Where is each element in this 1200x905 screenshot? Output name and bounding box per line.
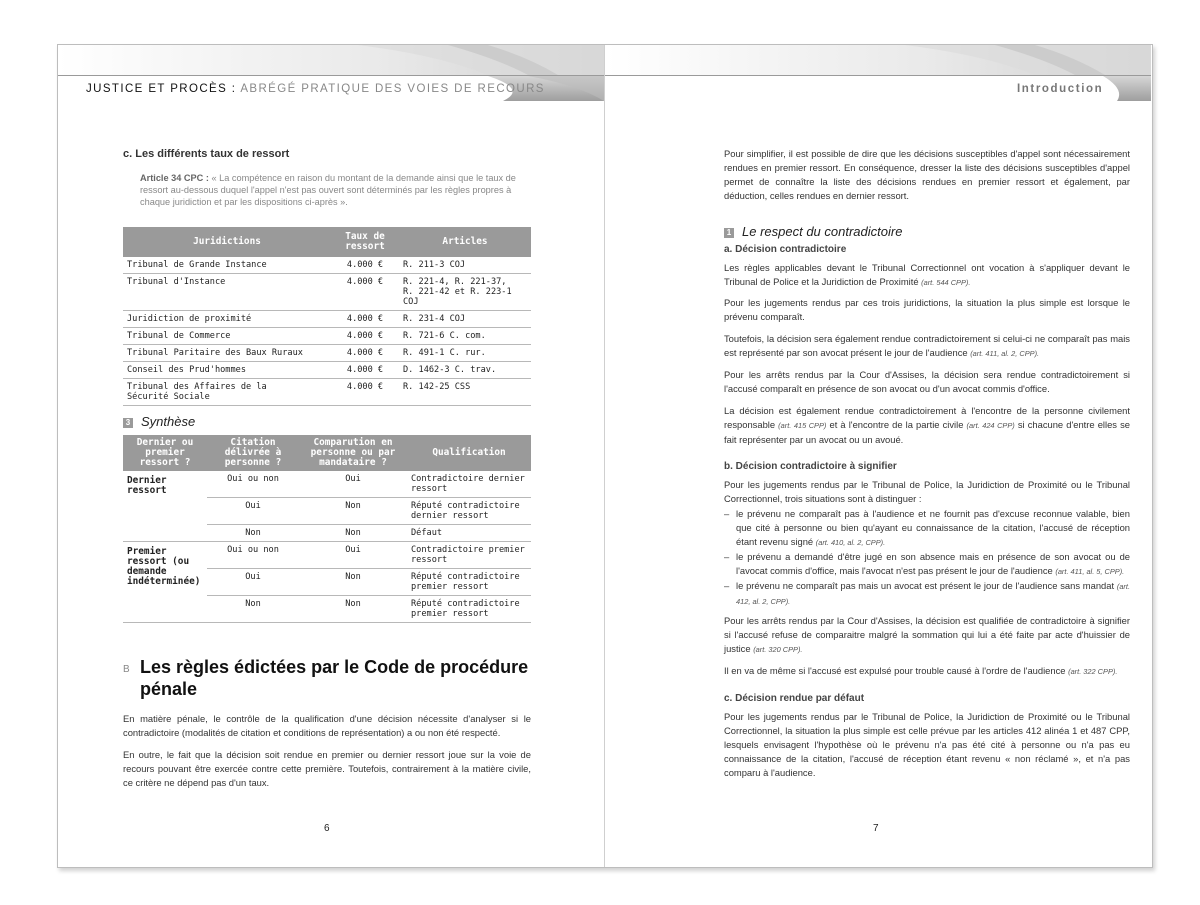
col-articles: Articles	[399, 227, 531, 257]
legal-citation: (art. 544 CPP).	[921, 278, 971, 287]
paragraph-text: Pour les arrêts rendus par la Cour d'Assises, la décision est qualifiée de contradictoire à signifier si l'accusé refuse de comparaitre malgré la sommation qui lui a été faite par acte d'huissier de justice	[724, 615, 1130, 654]
cell-articles: D. 1462-3 C. trav.	[399, 362, 531, 379]
cell-taux: 4.000 €	[331, 274, 399, 311]
table-row	[123, 471, 531, 498]
synthese-heading	[123, 414, 195, 429]
cell-qualification: Contradictoire premier ressort	[407, 542, 531, 569]
section-1-heading	[724, 224, 902, 239]
body-paragraph: Pour les jugements rendus par ces trois juridictions, la situation la plus simple est lorsque le prévenu comparaît.	[724, 297, 1130, 322]
legal-citation: (art. 322 CPP).	[1068, 667, 1118, 676]
list-dash: –	[724, 508, 730, 519]
book-spread	[57, 44, 1153, 868]
cell-taux: 4.000 €	[331, 345, 399, 362]
body-paragraph: En matière pénale, le contrôle de la qualification d'une décision nécessite d'analyser si le contradictoire (modalités de citation et conditions de représentation) a ou non été respecté.	[123, 713, 531, 738]
running-head: Introduction	[1017, 83, 1104, 95]
cell-citation: Oui ou non	[207, 542, 299, 569]
table-row	[123, 379, 531, 406]
table-row	[123, 274, 531, 311]
table-row	[123, 328, 531, 345]
col-ressort: Dernier ou premier ressort ?	[123, 435, 207, 471]
running-head	[86, 83, 545, 95]
ressort-table	[123, 227, 531, 406]
paragraph-text: La décision est également rendue contradictoirement à l'encontre de la personne civilement responsable	[724, 405, 1130, 430]
synthese-number: 3	[123, 418, 133, 428]
running-head-title: JUSTICE ET PROCÈS :	[86, 83, 237, 95]
cell-juridiction: Juridiction de proximité	[123, 311, 331, 328]
cell-citation: Non	[207, 596, 299, 623]
section-c-title: c. Les différents taux de ressort	[123, 148, 290, 160]
synthese-title: Synthèse	[141, 414, 196, 429]
cell-articles: R. 142-25 CSS	[399, 379, 531, 406]
section-b-letter: B	[123, 664, 130, 675]
list-item	[724, 507, 1130, 550]
body-paragraph: En outre, le fait que la décision soit rendue en premier ou dernier ressort joue sur la voie de recours pouvant être exercée contre cette première. Toutefois, contrairement à la matière civile, ce critère ne dépend pas d'un taux.	[123, 749, 531, 788]
legal-citation: (art. 415 CPP)	[778, 421, 827, 430]
legal-citation: (art. 411, al. 2, CPP).	[970, 349, 1040, 358]
paragraph-text: si chacune d'entre elles se fait représenter par un avocat ou un avoué.	[724, 419, 1130, 445]
subsection-c-title: c. Décision rendue par défaut	[724, 693, 865, 704]
article-text: « La compétence en raison du montant de la demande ainsi que le taux de ressort au-dessous duquel l'appel n'est pas ouvert sont déterminés par les règles propres à chaque juridiction et par les dispositions ci-après ».	[140, 173, 516, 207]
section-1-title: Le respect du contradictoire	[742, 224, 903, 239]
table-row	[123, 345, 531, 362]
table-row	[123, 362, 531, 379]
cell-juridiction: Conseil des Prud'hommes	[123, 362, 331, 379]
cell-comparution: Non	[299, 525, 407, 542]
body-paragraph	[724, 261, 1130, 290]
body-paragraph: Pour simplifier, il est possible de dire que les décisions susceptibles d'appel sont nécessairement rendues en premier ressort. En conséquence, dresser la liste des décisions susceptibles d'appel permet de connaître la liste des décisions rendues en premier ressort et également, par déduction, celles rendues en dernier ressort.	[724, 148, 1130, 201]
situations-list	[724, 507, 1130, 609]
cell-comparution: Non	[299, 498, 407, 525]
article-ref: Article 34 CPC :	[140, 173, 209, 183]
legal-citation: (art. 411, al. 5, CPP).	[1055, 567, 1125, 576]
cell-juridiction: Tribunal des Affaires de la Sécurité Sociale	[123, 379, 331, 406]
paragraph-text: et à l'encontre de la partie civile	[826, 419, 967, 430]
cell-comparution: Oui	[299, 471, 407, 498]
table-row	[123, 542, 531, 569]
cell-articles: R. 231-4 COJ	[399, 311, 531, 328]
body-paragraph	[724, 404, 1130, 447]
subsection-a-title: a. Décision contradictoire	[724, 244, 847, 255]
body-paragraph: Pour les arrêts rendus par la Cour d'Assises, la décision sera rendue contradictoirement si l'accusé comparaît en présence de son avocat ou d'un avocat commis d'office.	[724, 369, 1130, 394]
table-row	[123, 311, 531, 328]
cell-taux: 4.000 €	[331, 257, 399, 274]
synthese-table-header	[123, 435, 531, 471]
section-b-title: Les règles édictées par le Code de procédure pénale	[140, 657, 529, 699]
cell-articles: R. 721-6 C. com.	[399, 328, 531, 345]
cell-articles: R. 221-4, R. 221-37, R. 221-42 et R. 223-1 COJ	[399, 274, 531, 311]
cell-qualification: Réputé contradictoire premier ressort	[407, 569, 531, 596]
cell-articles: R. 491-1 C. rur.	[399, 345, 531, 362]
group-label: Dernier ressort	[123, 471, 207, 542]
cell-qualification: Contradictoire dernier ressort	[407, 471, 531, 498]
legal-citation: (art. 424 CPP)	[966, 421, 1015, 430]
cell-comparution: Oui	[299, 542, 407, 569]
ressort-table-header	[123, 227, 531, 257]
body-paragraph	[724, 332, 1130, 361]
cell-qualification: Réputé contradictoire dernier ressort	[407, 498, 531, 525]
cell-juridiction: Tribunal de Commerce	[123, 328, 331, 345]
cell-taux: 4.000 €	[331, 328, 399, 345]
cell-qualification: Défaut	[407, 525, 531, 542]
list-dash: –	[724, 580, 730, 591]
header-rule	[605, 75, 1151, 76]
table-row	[123, 257, 531, 274]
right-page	[605, 45, 1151, 867]
section-1-number: 1	[724, 228, 734, 238]
cell-juridiction: Tribunal d'Instance	[123, 274, 331, 311]
cell-juridiction: Tribunal de Grande Instance	[123, 257, 331, 274]
article-quote	[140, 172, 532, 208]
cell-citation: Non	[207, 525, 299, 542]
legal-citation: (art. 412, al. 2, CPP).	[736, 582, 1130, 606]
cell-taux: 4.000 €	[331, 379, 399, 406]
cell-juridiction: Tribunal Paritaire des Baux Ruraux	[123, 345, 331, 362]
list-item-text: le prévenu ne comparaît pas mais un avocat est présent le jour de l'audience sans mandat	[736, 580, 1117, 591]
cell-citation: Oui	[207, 498, 299, 525]
cell-taux: 4.000 €	[331, 311, 399, 328]
cell-comparution: Non	[299, 569, 407, 596]
cell-qualification: Réputé contradictoire premier ressort	[407, 596, 531, 623]
col-comparution: Comparution en personne ou par mandataire ?	[299, 435, 407, 471]
paragraph-text: Il en va de même si l'accusé est expulsé pour trouble causé à l'ordre de l'audience	[724, 665, 1069, 676]
col-taux: Taux de ressort	[331, 227, 399, 257]
body-paragraph	[724, 614, 1130, 657]
cell-comparution: Non	[299, 596, 407, 623]
cell-articles: R. 211-3 COJ	[399, 257, 531, 274]
running-head-subtitle: ABRÉGÉ PRATIQUE DES VOIES DE RECOURS	[240, 83, 545, 95]
header-rule	[58, 75, 604, 76]
body-paragraph	[724, 664, 1130, 679]
page-number: 6	[324, 823, 330, 834]
col-juridictions: Juridictions	[123, 227, 331, 257]
left-page	[58, 45, 604, 867]
list-item-text: le prévenu ne comparaît pas à l'audience et ne fournit pas d'excuse reconnue valable, bien que cité à personne ou bien qu'ayant eu connaissance de la citation, l'accusé de réception étant revenu signé	[736, 508, 1130, 547]
cell-citation: Oui ou non	[207, 471, 299, 498]
group-label: Premier ressort (ou demande indéterminée)	[123, 542, 207, 623]
subsection-b-title: b. Décision contradictoire à signifier	[724, 461, 897, 472]
paragraph-text: Les règles applicables devant le Tribunal Correctionnel ont vocation à s'appliquer devant le Tribunal de Police et la Juridiction de Proximité	[724, 262, 1130, 287]
list-item-text: le prévenu a demandé d'être jugé en son absence mais en présence de son avocat ou de l'avocat commis d'office, mais l'avocat n'est pas présent le jour de l'audience	[736, 551, 1130, 576]
list-item	[724, 579, 1130, 609]
legal-citation: (art. 320 CPP).	[753, 645, 803, 654]
col-qualification: Qualification	[407, 435, 531, 471]
cell-citation: Oui	[207, 569, 299, 596]
col-citation: Citation délivrée à personne ?	[207, 435, 299, 471]
body-paragraph: Pour les jugements rendus par le Tribunal de Police, la Juridiction de Proximité ou le Tribunal Correctionnel, la situation la plus simple est celle prévue par les articles 412 alinéa 1 et 487 CPP, lesquels envisagent l'hypothèse où le prévenu n'a pas été cité à personne ou n'a pas eu connaissance de la citation, l'accusé de réception étant revenu « non réclamé », et n'a pas comparu à l'audience.	[724, 711, 1130, 778]
paragraph-text: Toutefois, la décision sera également rendue contradictoirement si celui-ci ne comparaît pas mais est représenté par son avocat présent le jour de l'audience	[724, 333, 1130, 358]
body-paragraph: Pour les jugements rendus par le Tribunal de Police, la Juridiction de Proximité ou le Tribunal Correctionnel, trois situations sont à distinguer :	[724, 479, 1130, 504]
cell-taux: 4.000 €	[331, 362, 399, 379]
synthese-table	[123, 435, 531, 623]
page-number: 7	[873, 823, 879, 834]
legal-citation: (art. 410, al. 2, CPP).	[815, 538, 886, 547]
list-dash: –	[724, 551, 730, 562]
list-item	[724, 550, 1130, 579]
